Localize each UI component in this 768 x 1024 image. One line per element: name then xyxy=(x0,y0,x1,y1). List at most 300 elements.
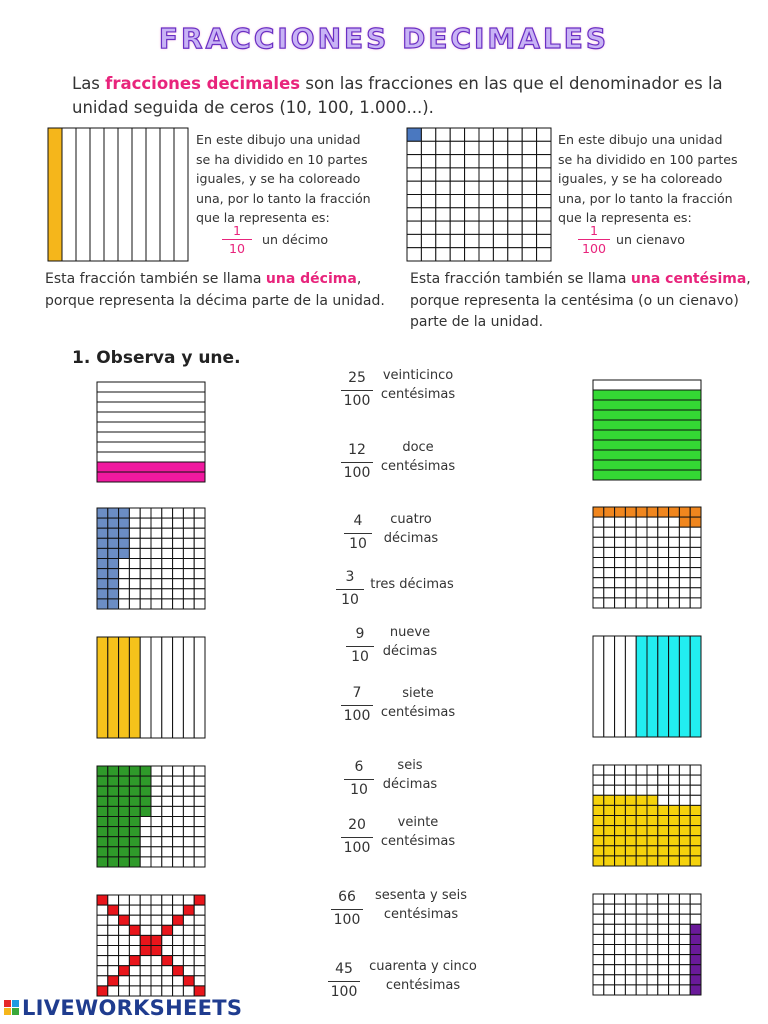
shaded-cell xyxy=(690,517,701,527)
cell xyxy=(183,559,194,569)
cell xyxy=(593,537,604,547)
cell xyxy=(604,975,615,985)
cell xyxy=(436,234,450,247)
cell xyxy=(615,934,626,944)
cell xyxy=(194,935,205,945)
cell xyxy=(119,559,130,569)
cell xyxy=(129,569,140,579)
fraction-word: centésimas xyxy=(380,387,456,402)
cell xyxy=(636,558,647,568)
cell xyxy=(450,155,464,168)
shaded-cell xyxy=(119,806,130,816)
strip xyxy=(174,128,188,261)
example-right-line: una, por lo tanto la fracción xyxy=(558,190,733,206)
cell xyxy=(407,168,421,181)
cell xyxy=(151,956,162,966)
cell xyxy=(493,221,507,234)
cell xyxy=(173,986,184,996)
cell xyxy=(479,208,493,221)
cell xyxy=(194,786,205,796)
cell xyxy=(129,508,140,518)
shaded-cell xyxy=(140,766,151,776)
cell xyxy=(173,925,184,935)
cell xyxy=(407,195,421,208)
cell xyxy=(647,517,658,527)
cell xyxy=(140,817,151,827)
shaded-cell xyxy=(97,508,108,518)
shaded-strip xyxy=(658,636,669,737)
cell xyxy=(183,518,194,528)
cell xyxy=(194,827,205,837)
fraction-words xyxy=(366,886,476,924)
shaded-cell xyxy=(129,776,140,786)
cell xyxy=(522,234,536,247)
shaded-cell xyxy=(183,976,194,986)
cell xyxy=(194,559,205,569)
shaded-cell xyxy=(108,538,119,548)
cell xyxy=(625,955,636,965)
shaded-cell xyxy=(119,857,130,867)
fraction-item[interactable] xyxy=(328,959,360,1003)
fraction-item[interactable] xyxy=(341,815,373,859)
cell xyxy=(522,128,536,141)
cell xyxy=(162,518,173,528)
shaded-cell xyxy=(129,786,140,796)
shaded-cell xyxy=(97,548,108,558)
fraction-denominator: 10 xyxy=(228,241,246,256)
shaded-cell xyxy=(129,857,140,867)
cell xyxy=(522,208,536,221)
shaded-cell xyxy=(97,776,108,786)
example-right-line: En este dibujo una unidad xyxy=(558,132,723,147)
cell xyxy=(636,945,647,955)
strip xyxy=(97,452,205,462)
cell xyxy=(615,537,626,547)
cell xyxy=(508,234,522,247)
shaded-cell xyxy=(615,846,626,856)
fraction-words xyxy=(372,623,448,661)
cell xyxy=(119,956,130,966)
cell xyxy=(647,765,658,775)
cell xyxy=(129,935,140,945)
fraction-numerator: 25 xyxy=(341,368,373,391)
shaded-strip xyxy=(97,462,205,472)
shaded-cell xyxy=(658,816,669,826)
cell xyxy=(647,578,658,588)
shaded-cell xyxy=(604,836,615,846)
shaded-cell xyxy=(97,559,108,569)
cell xyxy=(194,966,205,976)
cell xyxy=(194,946,205,956)
cell xyxy=(679,558,690,568)
strip xyxy=(194,637,205,738)
fraction-item[interactable] xyxy=(331,887,363,931)
shaded-cell xyxy=(658,846,669,856)
shaded-cell xyxy=(97,766,108,776)
cell xyxy=(604,785,615,795)
cell xyxy=(615,598,626,608)
cell xyxy=(615,558,626,568)
shaded-cell xyxy=(129,956,140,966)
cell xyxy=(450,248,464,261)
shaded-cell xyxy=(690,836,701,846)
cell xyxy=(407,141,421,154)
cell xyxy=(479,168,493,181)
cell xyxy=(604,765,615,775)
cell xyxy=(493,168,507,181)
figure-left-2[interactable] xyxy=(96,507,206,610)
shaded-cell xyxy=(108,847,119,857)
cell xyxy=(162,528,173,538)
example-left-footer xyxy=(45,269,395,312)
shaded-cell xyxy=(119,766,130,776)
strip xyxy=(76,128,90,261)
cell xyxy=(522,141,536,154)
cell xyxy=(129,518,140,528)
fraction-item[interactable] xyxy=(341,440,373,484)
cell xyxy=(625,558,636,568)
shaded-cell xyxy=(625,836,636,846)
cell xyxy=(140,518,151,528)
cell xyxy=(604,527,615,537)
strip xyxy=(97,412,205,422)
intro-paragraph xyxy=(72,72,732,120)
cell xyxy=(173,579,184,589)
footer-highlight: una décima xyxy=(265,271,357,287)
cell xyxy=(658,795,669,805)
cell xyxy=(119,579,130,589)
footer-text: parte de la unidad. xyxy=(410,314,544,330)
cell xyxy=(679,578,690,588)
cell xyxy=(173,766,184,776)
cell xyxy=(636,904,647,914)
cell xyxy=(151,817,162,827)
cell xyxy=(183,548,194,558)
fraction-denominator: 100 xyxy=(343,464,371,481)
cell xyxy=(669,598,680,608)
shaded-cell xyxy=(97,847,108,857)
cell xyxy=(162,976,173,986)
cell xyxy=(604,985,615,995)
cell xyxy=(465,141,479,154)
cell xyxy=(436,168,450,181)
shaded-cell xyxy=(119,538,130,548)
shaded-cell xyxy=(108,518,119,528)
cell xyxy=(129,915,140,925)
cell xyxy=(129,986,140,996)
shaded-cell xyxy=(108,786,119,796)
cell xyxy=(615,765,626,775)
cell xyxy=(129,599,140,609)
cell xyxy=(690,785,701,795)
cell xyxy=(183,796,194,806)
shaded-cell xyxy=(194,895,205,905)
cell xyxy=(140,837,151,847)
fraction-word: veinte xyxy=(397,815,439,830)
cell xyxy=(615,985,626,995)
cell xyxy=(173,956,184,966)
cell xyxy=(465,208,479,221)
cell xyxy=(151,915,162,925)
cell xyxy=(537,128,551,141)
cell xyxy=(173,817,184,827)
cell xyxy=(625,547,636,557)
shaded-cell xyxy=(690,826,701,836)
cell xyxy=(173,528,184,538)
cell xyxy=(465,248,479,261)
cell xyxy=(690,775,701,785)
cell xyxy=(615,588,626,598)
shaded-cell xyxy=(690,856,701,866)
cell xyxy=(647,588,658,598)
cell xyxy=(194,817,205,827)
cell xyxy=(450,234,464,247)
shaded-cell xyxy=(604,805,615,815)
shaded-cell xyxy=(647,836,658,846)
shaded-cell xyxy=(625,805,636,815)
cell xyxy=(593,924,604,934)
shaded-cell xyxy=(129,837,140,847)
cell xyxy=(522,195,536,208)
cell xyxy=(194,548,205,558)
shaded-cell xyxy=(97,895,108,905)
intro-text-post: son las fracciones en las que el denominador es la unidad seguida de ceros (10, 100, 1.000...). xyxy=(72,74,723,117)
shaded-cell xyxy=(119,518,130,528)
cell xyxy=(119,976,130,986)
cell xyxy=(151,786,162,796)
cell xyxy=(604,904,615,914)
cell xyxy=(162,857,173,867)
strip xyxy=(104,128,118,261)
cell xyxy=(625,785,636,795)
shaded-cell xyxy=(162,956,173,966)
cell xyxy=(108,966,119,976)
shaded-cell xyxy=(625,856,636,866)
shaded-cell xyxy=(690,805,701,815)
shaded-cell xyxy=(183,905,194,915)
cell xyxy=(647,568,658,578)
shaded-cell xyxy=(690,985,701,995)
fraction-denominator: 100 xyxy=(330,983,358,1000)
fraction-denominator: 10 xyxy=(351,648,369,665)
cell xyxy=(194,915,205,925)
figure-right-4[interactable] xyxy=(592,764,702,867)
cell xyxy=(119,599,130,609)
shaded-cell xyxy=(119,966,130,976)
cell xyxy=(421,128,435,141)
fraction-numerator: 1 xyxy=(222,222,252,240)
cell xyxy=(183,857,194,867)
shaded-strip xyxy=(669,636,680,737)
shaded-cell xyxy=(108,548,119,558)
cell xyxy=(647,775,658,785)
figure-left-1[interactable] xyxy=(96,381,206,483)
shaded-cell xyxy=(108,806,119,816)
shaded-cell xyxy=(119,817,130,827)
cell xyxy=(593,785,604,795)
fraction-item[interactable] xyxy=(344,757,374,801)
cell xyxy=(407,155,421,168)
cell xyxy=(140,895,151,905)
footer-text: Esta fracción también se llama xyxy=(45,271,266,287)
cell xyxy=(669,945,680,955)
shaded-strip xyxy=(593,440,701,450)
shaded-cell xyxy=(647,507,658,517)
fraction-words xyxy=(376,438,460,476)
cell xyxy=(162,847,173,857)
cell xyxy=(183,827,194,837)
fraction-item[interactable] xyxy=(341,683,373,727)
strip xyxy=(118,128,132,261)
cell xyxy=(636,934,647,944)
shaded-cell xyxy=(97,857,108,867)
cell xyxy=(194,796,205,806)
shaded-cell xyxy=(593,836,604,846)
cell xyxy=(108,935,119,945)
cell xyxy=(173,559,184,569)
cell xyxy=(151,847,162,857)
strip xyxy=(97,422,205,432)
shaded-cell xyxy=(108,976,119,986)
cell xyxy=(151,895,162,905)
shaded-cell xyxy=(669,816,680,826)
cell xyxy=(669,517,680,527)
cell xyxy=(647,547,658,557)
cell xyxy=(450,181,464,194)
cell xyxy=(465,181,479,194)
fraction-item[interactable] xyxy=(336,567,364,611)
cell xyxy=(508,248,522,261)
shaded-cell xyxy=(690,965,701,975)
strip xyxy=(593,636,604,737)
cell xyxy=(604,558,615,568)
cell xyxy=(183,986,194,996)
cell xyxy=(450,128,464,141)
cell xyxy=(465,155,479,168)
cell xyxy=(508,181,522,194)
shaded-cell xyxy=(625,507,636,517)
cell xyxy=(421,221,435,234)
cell xyxy=(140,528,151,538)
cell xyxy=(108,946,119,956)
shaded-cell xyxy=(690,945,701,955)
cell xyxy=(162,776,173,786)
shaded-cell xyxy=(625,826,636,836)
cell xyxy=(593,965,604,975)
example-left-line: se ha dividido en 10 partes xyxy=(196,151,368,167)
fraction-item[interactable] xyxy=(341,368,373,412)
fraction-item[interactable] xyxy=(344,511,372,555)
cell xyxy=(508,221,522,234)
cell xyxy=(97,925,108,935)
shaded-strip xyxy=(593,410,701,420)
strip xyxy=(593,380,701,390)
figure-right-2[interactable] xyxy=(592,506,702,609)
figure-left-4[interactable] xyxy=(96,765,206,868)
cell xyxy=(636,775,647,785)
cell xyxy=(669,975,680,985)
strip xyxy=(146,128,160,261)
cell xyxy=(625,914,636,924)
strip xyxy=(173,637,184,738)
shaded-strip xyxy=(108,637,119,738)
cell xyxy=(690,527,701,537)
shaded-strip xyxy=(593,420,701,430)
shaded-cell xyxy=(636,836,647,846)
shaded-cell xyxy=(140,796,151,806)
shaded-strip xyxy=(97,637,108,738)
shaded-cell xyxy=(604,826,615,836)
cell xyxy=(508,168,522,181)
cell xyxy=(625,975,636,985)
figure-left-5[interactable] xyxy=(96,894,206,997)
cell xyxy=(97,935,108,945)
cell xyxy=(636,924,647,934)
cell xyxy=(658,904,669,914)
cell xyxy=(679,568,690,578)
cell xyxy=(183,925,194,935)
figure-right-1[interactable] xyxy=(592,379,702,481)
shaded-cell xyxy=(119,837,130,847)
example-right-word: un cienavo xyxy=(616,232,685,247)
shaded-cell xyxy=(108,827,119,837)
cell xyxy=(625,598,636,608)
cell xyxy=(593,975,604,985)
shaded-cell xyxy=(647,795,658,805)
unit-tenths-figure xyxy=(47,127,189,262)
cell xyxy=(151,837,162,847)
cell xyxy=(421,181,435,194)
fraction-word: cuarenta y cinco xyxy=(369,959,477,974)
figure-right-5[interactable] xyxy=(592,893,702,996)
cell xyxy=(194,857,205,867)
strip xyxy=(132,128,146,261)
cell xyxy=(194,569,205,579)
shaded-cell xyxy=(151,946,162,956)
cell xyxy=(151,766,162,776)
cell xyxy=(647,985,658,995)
cell xyxy=(183,508,194,518)
cell xyxy=(140,847,151,857)
example-right-text xyxy=(558,130,758,228)
cell xyxy=(593,955,604,965)
cell xyxy=(593,598,604,608)
cell xyxy=(119,986,130,996)
cell xyxy=(625,588,636,598)
cell xyxy=(194,508,205,518)
shaded-cell xyxy=(690,507,701,517)
fraction-word: doce xyxy=(402,440,434,455)
cell xyxy=(151,589,162,599)
shaded-cell xyxy=(669,805,680,815)
shaded-cell xyxy=(658,507,669,517)
cell xyxy=(129,579,140,589)
strip xyxy=(183,637,194,738)
cell xyxy=(537,155,551,168)
cell xyxy=(194,925,205,935)
shaded-cell xyxy=(669,836,680,846)
shaded-cell xyxy=(690,955,701,965)
cell xyxy=(183,935,194,945)
figure-left-3[interactable] xyxy=(96,636,206,739)
fraction-word: décimas xyxy=(382,777,438,792)
cell xyxy=(658,914,669,924)
figure-right-3[interactable] xyxy=(592,635,702,738)
cell xyxy=(636,517,647,527)
cell xyxy=(194,847,205,857)
fraction-item[interactable] xyxy=(346,624,374,668)
cell xyxy=(119,895,130,905)
